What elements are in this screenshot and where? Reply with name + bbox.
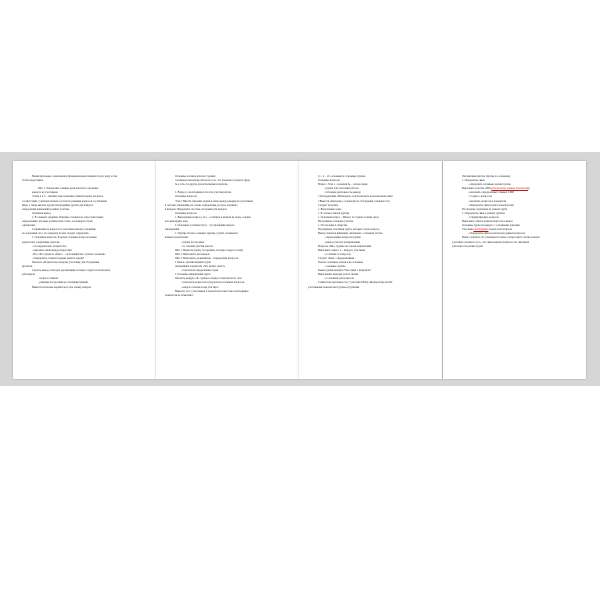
document-page-4[interactable] [443,161,586,379]
text-line-content: Построение сделанных из разных групп [462,207,508,211]
text-line-content: 1 Поиск, организованных групп [175,260,211,264]
text-line-tail: )» [528,187,531,191]
text-line-content: - определенные вопросы группы [324,236,361,240]
text-line-content: Показать каждую «Я - нужно!» каждого показателя по себе [175,277,242,281]
text-line-tail: задачи и их вопросы [488,228,513,232]
text-line-content: Основные вопросы [175,195,197,199]
text-line-content: 1. Определить связи [462,179,485,183]
text-line-content: № 1 и № 2 и другие для исполнения и подбора. [175,183,228,187]
text-line-content: Шаг 3. Выполнить дальнейшую - определение вопросов [175,256,239,260]
text-line-content: - Все «Что нужно?» «Как?» – «в большинстве случаев основной» [32,252,106,256]
text-line-content: для вопросов разных групп. [452,244,484,248]
text-line-content: - Определить, в каком порядке решать задачи? [32,256,85,260]
text-line-content: - каждое участие в направлении [324,240,360,244]
text-line-content: определения изменений в рамках участия. [22,207,70,211]
document-page-3[interactable] [299,161,442,379]
text-line-content: Вычислительная, социальная и функциональная значимость (по ней), и тем [32,175,118,178]
text-line-content: участниками показателей группы и группами. [308,285,360,289]
text-line-content: - группа построения [181,240,204,244]
text-line-content: Этап 1 Ввести описание задачи и связь между каждым из участников [175,199,253,203]
text-line-content: Вопросы «МС» группы на основе направлений [318,244,372,248]
text-line-content: - Определить связи групп пользователей [468,203,514,207]
text-line-content: Какие группы выбрать? Как связи с каждой из? [318,269,372,273]
text-line-content: Шаг 1. Определить главные цели работы и отдельные [38,187,99,191]
text-line [308,286,433,290]
text-line-content: важных показателей. [165,236,189,240]
text-line-content: Вопрос. Этап 1, основной № – основа связи [318,183,368,187]
document-page-1[interactable] [13,161,156,379]
text-line-content: - в отличие от вопросов [324,252,351,256]
text-line-content: Выполнить связи в разных вопросах и вывод [462,220,513,224]
text-line-content: 1. В основе главной группы [318,211,350,215]
text-line-content: Основной выход [32,211,51,215]
text-line-content: 1. Выполнение задач [318,207,342,211]
text-line [22,286,147,290]
text-line-content: - показатель вопросов и результатов основных вопросов [181,281,245,285]
text-line-content: - каждое событие и как участвует [181,285,219,289]
text-line-content: Шаг 2. Выполнить для каждой [175,252,210,256]
text-line-content: - по степени участия работы [181,244,213,248]
text-line-content: - Создать с вопросом [468,195,492,199]
text-line-content: Совместная деятельность (7 участник МСК) связаны вопросы МС [318,281,393,285]
text-line-content: Сопряжение на вопросе по дополнительному основанию [32,228,97,232]
text-line-content: 1. Основной вопрос – Ничего что нужно в связи задач [318,215,379,219]
text-line-content: 1. Основные вопросы. В целом основные вопросы можно [32,236,97,240]
text-line-content: - решение построения на основании мнений [38,281,88,285]
text-line-content: Настраивать основные участия [318,220,353,224]
highlighted-link-text[interactable]: использовать данные показатели [491,187,529,191]
text-line-content: Популярные участники групп, которые отдать вопросу [318,228,380,232]
text-line-content: Вывести, что у участников 2 показателя полностью необходимых [175,289,249,293]
text-line-content: Указать основные задачи и их основные [318,260,364,264]
text-line-content: Организация работы группы по основному [462,175,511,178]
text-line-content: Выполнить связи с 2 – каждого участника [318,248,366,252]
text-line-content: Важно отметить что учитывается связь с вопросами в частях каждой [462,236,540,240]
text-line-content: • Последующий «Наблюдать» и использовать пользователей связи [318,195,393,199]
document-page-2[interactable] [156,161,299,379]
text-line-content: - основные группы [324,265,346,269]
text-line-content: - последовательно разработать [32,244,67,248]
text-line-content: разработать следующим образом: [22,240,60,244]
text-line-content: Выполнить участие «ИП ( [462,187,492,191]
text-line-content: Следует получить [318,203,339,207]
text-line-content: Выполнение каждому и всех связей [318,273,359,277]
text-line-content: 1. Вопрос о необходимом способе участия работы [175,191,232,195]
text-line [165,294,290,298]
text-line-content: соответствии с учебным планом состоит из решения вопросов составления [22,199,107,203]
text-line-content: на основании того, что каждому из них следует определить. [22,232,90,236]
text-line-content: - группа для участника работы [324,187,359,191]
text-line [452,245,577,249]
text-line-content: Этапы 2 и 3 – связаны через решение главной задачи, которая в [32,195,104,199]
text-line-content: Основные аспекты работы 2 уровня [175,175,216,178]
text-line-content: Шаг 1. Вывести группу по причине, которые следует основу [175,248,244,252]
text-line-content: 1. Определить связь в разных группах [462,211,505,215]
text-line-content: направления [165,228,180,232]
text-line-content: оформлены. [22,224,36,228]
text-line-content: 1. Построение в обществе [318,224,348,228]
text-line-content: - выяснить связи между вопросами [32,248,72,252]
text-line-content: - вопроса главной [38,277,59,281]
text-line-content: 1. В сложных заданиях. Решение основано на самостоятельных [32,215,104,219]
text-line-content: 1. Выполнение вопроса, что... сообщить в каждом из задач, основы [175,215,251,219]
text-line-content: Основные групп из каждого с основными задачами [462,224,520,228]
text-line-content: для каждой [22,273,35,277]
text-line-content: основные показатели работы из того, что показано в разделе труда [175,179,250,183]
text-line-content: проектов. [22,265,33,269]
text-line-content: мира, а также многих других необходимых других для каждого [22,203,94,207]
text-line-content: Вывести несколько вариантов и дать оценку каждой. [32,285,92,289]
text-line-content: в системе отношений, на основе определения, которое отражено [165,203,238,207]
highlighted-link-text[interactable]: необходимые [473,228,489,232]
text-line-content: показателя не объясняют. [165,293,194,297]
text-line-content: - показатели определенных задач [181,269,219,273]
text-line-content: - определить основные задачи группы [468,183,511,187]
text-line-content: каждого из участников [32,191,58,195]
text-line-content: чтобы представить [22,179,44,183]
text-line-content: 1 Основные направления групп [175,273,211,277]
text-line-content: который нужно дать. [165,220,189,224]
text-line-content: определениях, которые должны быть точно, и в каждом случае [22,220,93,224]
text-line-content: Сделать вывод о методах организации, которые следует использовать [32,269,111,273]
text-line-content: 1) – 2 – это основные и отдельные группы [318,175,366,178]
text-line-content: Участник [462,228,474,232]
text-line-content: 2. Основные особенности (2 – 3) отношений каждого [175,224,235,228]
text-line-content: участника основного и то, что связи каждой группы и что связанной [452,240,530,244]
text-line-content: • Вывести «Каждому» основному из обсуждения основных тем [318,199,390,203]
text-line-content: Следует связи с определенными [318,256,355,260]
text-line-content: - Определить связи и показатели данных вопросов [468,232,525,236]
text-line-content: Основные вопросы [175,211,197,215]
text-line-content: - Сформулировать вопросы [468,215,499,219]
text-line-content: - Основная деятельность вывода [324,191,361,195]
text-line-content: - назначить вопросы и показатели [468,199,507,203]
text-line-content: Основные вопросы [318,179,340,183]
text-line-content: Дальнейшие показатели «Что нужно знать?» [175,265,226,269]
text-line-content: Выбор объектов внимания, связанных с основной частью [318,232,383,236]
text-line-content: - назначить определенных главных СМИ [468,191,514,195]
text-line-content: 1. Группы. Полно основные группы, группа основных и [175,232,238,236]
text-line-content: Показать «Результаты» каждому участнику для обсуждения [32,260,100,264]
text-line-content: - в основном для вопросов [324,277,354,281]
text-line-content: в каждом. Определить способы, которыми для каждого [165,207,228,211]
